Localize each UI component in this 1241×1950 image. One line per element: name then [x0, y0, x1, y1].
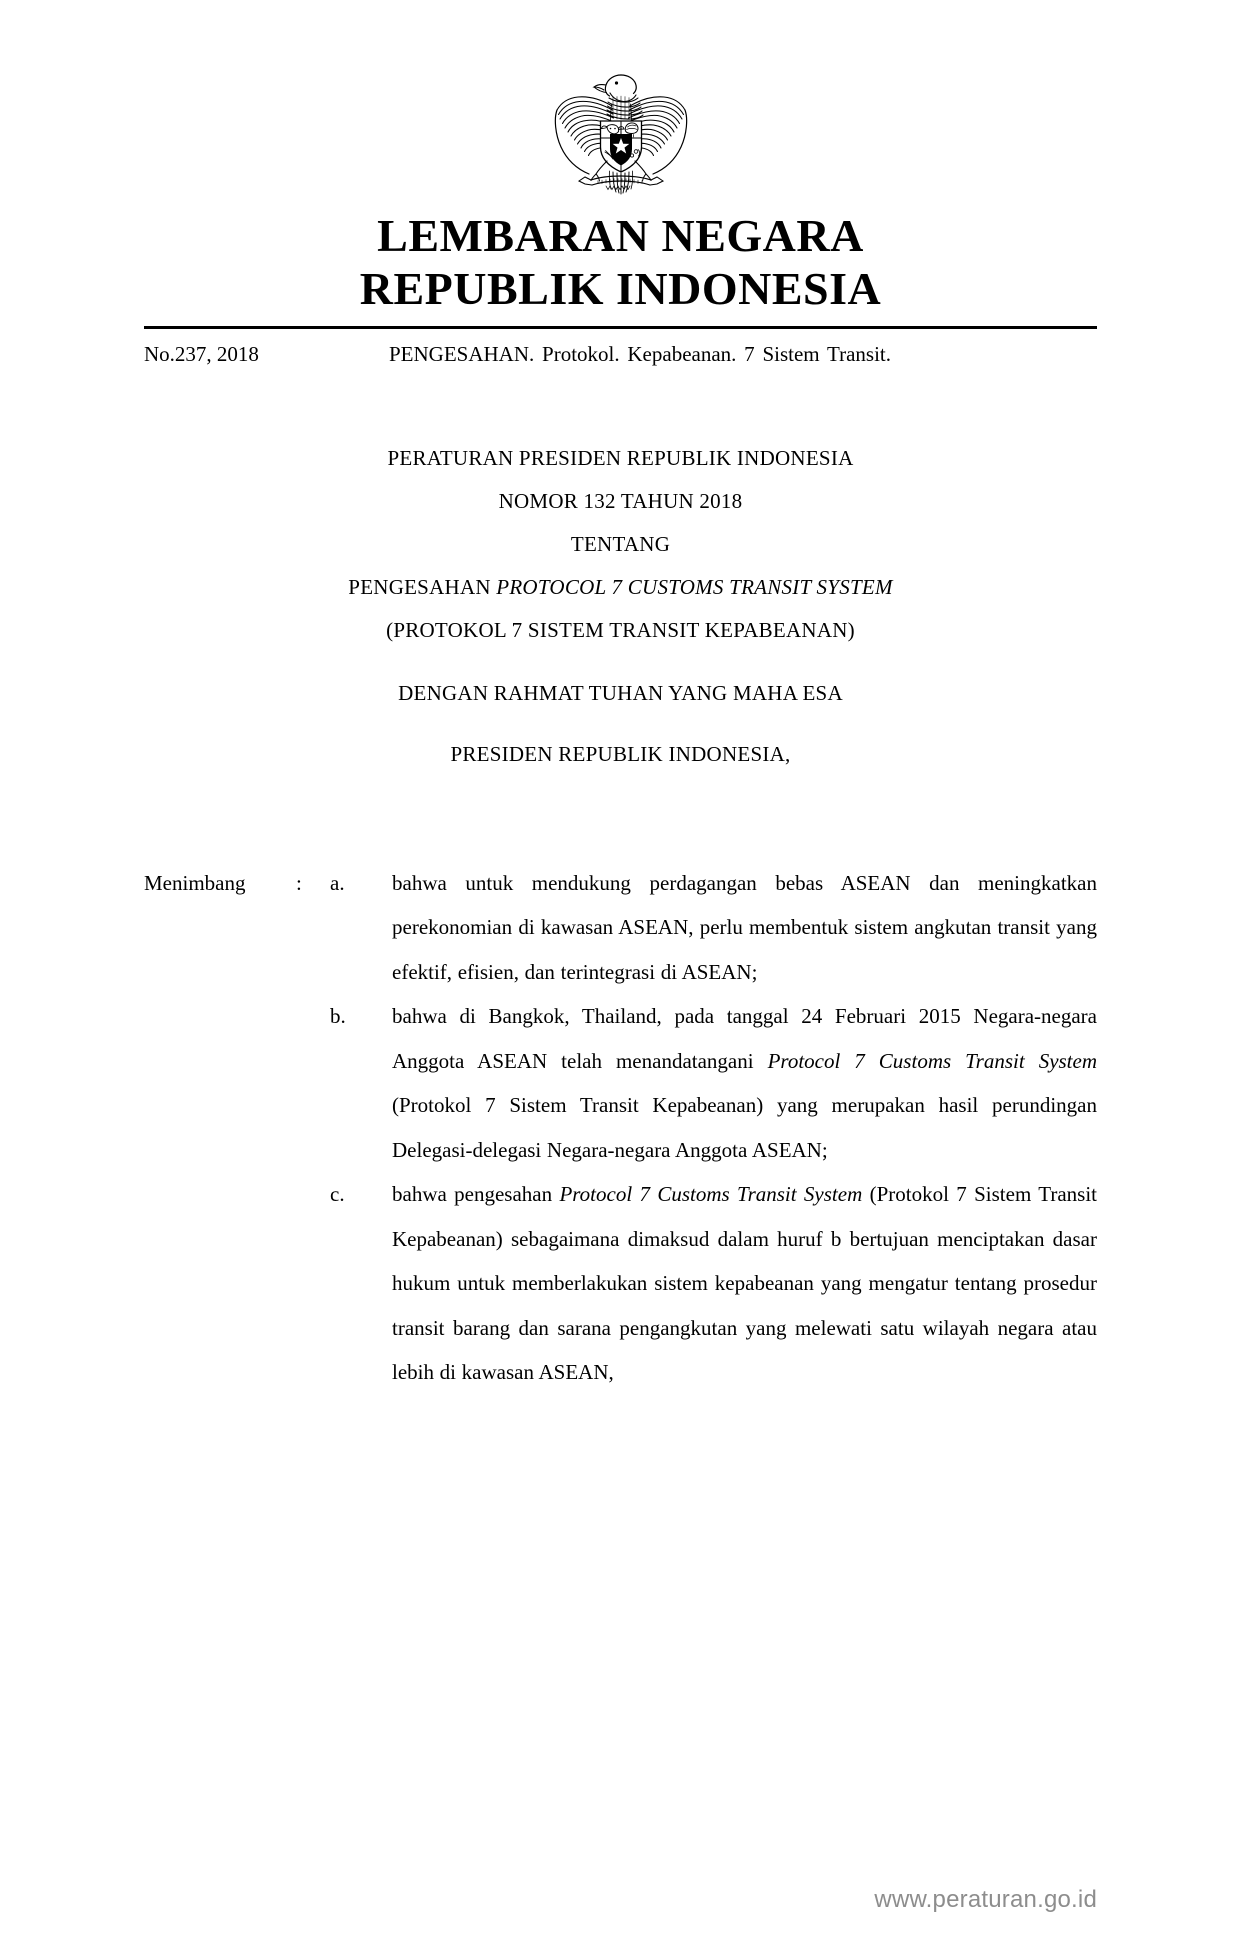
office-line: PRESIDEN REPUBLIK INDONESIA,: [450, 741, 791, 766]
spacer-after-invocation: [144, 704, 1097, 744]
garuda-pancasila-emblem: [546, 54, 696, 202]
consideration-item-a: [144, 861, 1097, 995]
gazette-number: No.237, 2018: [144, 341, 259, 366]
consideration-b-italic: Protocol 7 Customs Transit System: [767, 1048, 1098, 1073]
consideration-letter-c: c.: [330, 1182, 345, 1207]
masthead-line-2: REPUBLIK INDONESIA: [359, 262, 882, 314]
consideration-c-part1: bahwa pengesahan: [392, 1182, 560, 1207]
consideration-c-part2: (Protokol 7 Sistem Transit Kepabeanan) sebagaimana dimaksud dalam huruf b bertujuan menciptakan dasar hukum untuk memberlakukan sistem kepabeanan yang mengatur tentang prosedur transit barang dan sarana pengangkutan yang melewati satu wilayah negara atau lebih di kawasan ASEAN,: [392, 1182, 1097, 1385]
considerations-section: [144, 861, 1097, 1395]
regulation-title-en: [144, 574, 1097, 599]
spacer-after-title: [144, 641, 1097, 683]
about-label: TENTANG: [570, 531, 671, 556]
header-divider: [144, 326, 1097, 329]
subject-keywords: PENGESAHAN. Protokol. Kepabeanan. 7 Sistem Transit.: [389, 341, 892, 366]
consideration-item-b: [144, 994, 1097, 1172]
emblem-container: [144, 0, 1097, 202]
considerations-colon: :: [296, 870, 302, 895]
considerations-label: Menimbang: [144, 870, 246, 895]
consideration-letter-b: b.: [330, 1004, 346, 1029]
consideration-c-italic: Protocol 7 Customs Transit System: [559, 1182, 863, 1207]
invocation-line: DENGAN RAHMAT TUHAN YANG MAHA ESA: [398, 680, 843, 705]
consideration-text-a: bahwa untuk mendukung perdagangan bebas ASEAN dan meningkatkan perekonomian di kawasan ASEAN, perlu membentuk sistem angkutan transit yang efektif, efisien, dan terintegrasi di ASEAN;: [392, 870, 1097, 984]
consideration-text-c: [392, 1172, 1097, 1395]
masthead-line-1: LEMBARAN NEGARA: [377, 210, 864, 261]
title-block: [144, 445, 1097, 642]
regulation-title-id: (PROTOKOL 7 SISTEM TRANSIT KEPABEANAN): [386, 617, 855, 642]
consideration-b-part2: (Protokol 7 Sistem Transit Kepabeanan) yang merupakan hasil perundingan Delegasi-delegasi Negara-negara Anggota ASEAN;: [392, 1093, 1097, 1162]
consideration-b-part1: bahwa di Bangkok, Thailand, pada tanggal 24 Februari 2015 Negara-negara Anggota ASEAN telah menandatangani: [392, 1004, 1097, 1073]
regulation-number: NOMOR 132 TAHUN 2018: [498, 488, 743, 513]
consideration-letter-a: a.: [330, 870, 345, 895]
identification-row: [144, 340, 1097, 370]
regulation-authority: PERATURAN PRESIDEN REPUBLIK INDONESIA: [387, 445, 854, 470]
consideration-text-b: [392, 994, 1097, 1172]
title-prefix: PENGESAHAN: [348, 574, 497, 599]
title-italic: PROTOCOL 7 CUSTOMS TRANSIT SYSTEM: [496, 574, 893, 599]
consideration-item-c: [144, 1172, 1097, 1395]
footer-watermark: www.peraturan.go.id: [874, 1886, 1097, 1913]
masthead: [144, 210, 1097, 316]
